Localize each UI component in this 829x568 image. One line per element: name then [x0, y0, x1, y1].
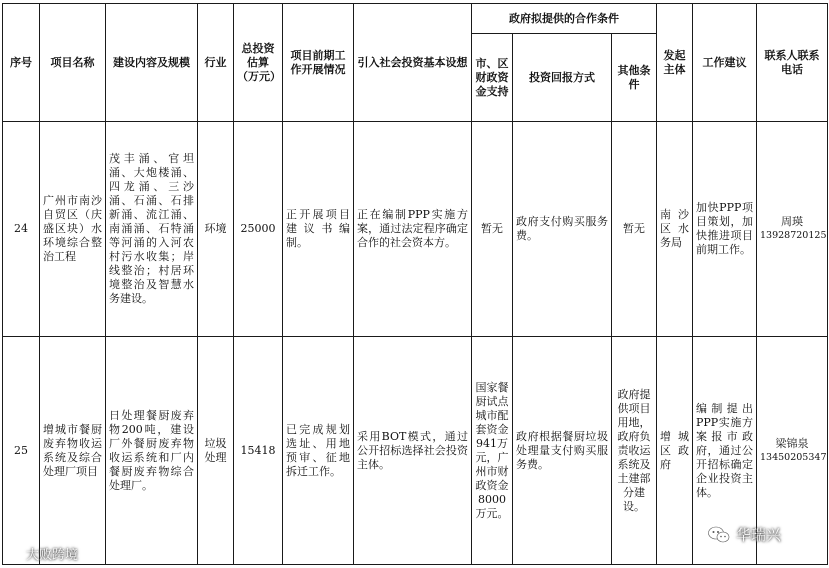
header-investment: 总投资估算（万元） [234, 4, 283, 122]
header-contact: 联系人联系电话 [757, 4, 828, 122]
row-suggestion: 加快PPP项目策划，加快推进项目前期工作。 [693, 122, 757, 337]
row-return-mode: 政府根据餐厨垃圾处理量支付购买服务费。 [513, 337, 612, 565]
header-preliminary: 项目前期工作开展情况 [283, 4, 354, 122]
row-industry: 环境 [198, 122, 234, 337]
header-other: 其他条件 [612, 34, 657, 122]
row-content: 茂丰涌、官坦涌、大炮楼涌、四龙涌、三沙涌、石涌、石排新涌、流江涌、南涌涌、石特涌等河涌的入河农村污水收集；岸线整治；村居环境整治及智慧水务建设。 [106, 122, 198, 337]
row-industry: 垃圾处理 [198, 337, 234, 565]
row-initiator: 增城区政府 [657, 337, 693, 565]
row-name: 增城市餐厨废弃物收运系统及综合处理厂项目 [40, 337, 106, 565]
row-contact [757, 122, 828, 337]
row-preliminary: 已完成规划选址、用地预审、征地拆迁工作。 [283, 337, 354, 565]
watermark-left-text: 大败跨境 [26, 548, 79, 563]
table-row [3, 337, 828, 565]
project-table [2, 3, 828, 565]
row-seq: 24 [3, 122, 40, 337]
header-name: 项目名称 [40, 4, 106, 122]
row-return-mode: 政府支付购买服务费。 [513, 122, 612, 337]
row-other: 政府提供项目用地，政府负责收运系统及土建部分建设。 [612, 337, 657, 565]
contact-name: 周瑛 [781, 215, 803, 228]
weibo-icon [6, 547, 22, 561]
header-initiator: 发起主体 [657, 4, 693, 122]
row-other: 暂无 [612, 122, 657, 337]
header-suggestion: 工作建议 [693, 4, 757, 122]
contact-name: 梁锦泉 [775, 436, 809, 450]
row-investment: 15418 [234, 337, 283, 565]
wechat-icon [708, 526, 730, 544]
watermark-right [708, 524, 781, 545]
header-content: 建设内容及规模 [106, 4, 198, 122]
header-return-mode: 投资回报方式 [513, 34, 612, 122]
header-gov-funds: 市、区财政资金支持 [472, 34, 513, 122]
header-seq: 序号 [3, 4, 40, 122]
row-social: 采用BOT模式，通过公开招标选择社会投资主体。 [354, 337, 472, 565]
row-social: 正在编制PPP实施方案，通过法定程序确定合作的社会资本方。 [354, 122, 472, 337]
table-row [3, 122, 828, 337]
header-gov-group: 政府拟提供的合作条件 [472, 4, 657, 34]
row-name: 广州市南沙自贸区（庆盛区块）水环境综合整治工程 [40, 122, 106, 337]
row-suggestion: 编制提出PPP实施方案报市政府，通过公开招标确定企业投资主体。 [693, 337, 757, 565]
watermark-right-text: 华瑞兴 [735, 526, 781, 544]
contact-phone: 13450205347 [760, 451, 827, 463]
row-content: 日处理餐厨废弃物200吨，建设厂外餐厨废弃物收运系统和厂内餐厨废弃物综合处理厂。 [106, 337, 198, 565]
header-industry: 行业 [198, 4, 234, 122]
header-row-1 [3, 4, 828, 34]
row-gov-funds: 国家餐厨试点城市配套资金941万元，广州市财政资金8000万元。 [472, 337, 513, 565]
row-gov-funds: 暂无 [472, 122, 513, 337]
header-social: 引入社会投资基本设想 [354, 4, 472, 122]
watermark-left [6, 544, 78, 563]
row-investment: 25000 [234, 122, 283, 337]
row-initiator: 南沙区水务局 [657, 122, 693, 337]
row-seq: 25 [3, 337, 40, 565]
row-preliminary: 正开展项目建议书编制。 [283, 122, 354, 337]
contact-phone: 13928720125 [760, 230, 827, 241]
